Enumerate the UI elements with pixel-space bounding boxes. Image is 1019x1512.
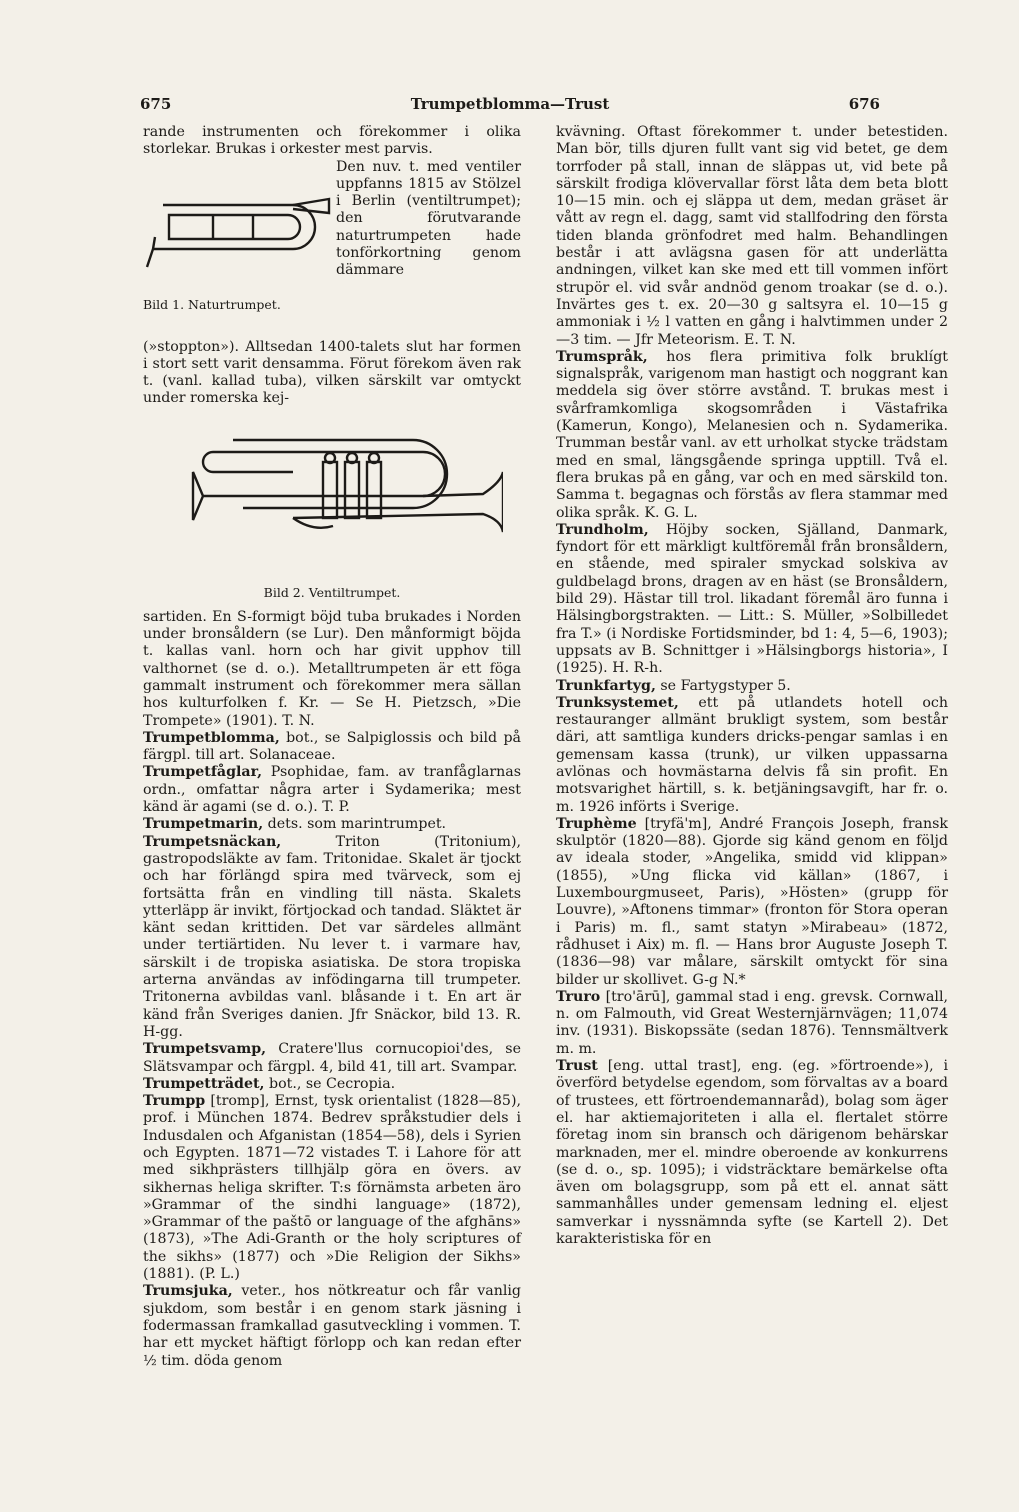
figure-2 (143, 414, 521, 609)
natural-trumpet-illustration (143, 185, 333, 280)
entry-trumpetmarin (143, 816, 521, 833)
entry-truro (556, 989, 948, 1058)
headword: Trumpp (143, 1093, 206, 1110)
right-page-number: 676 (848, 95, 880, 113)
left-column (143, 124, 521, 1370)
headword: Trunksystemet, (556, 694, 679, 711)
headword: Trumsjuka, (143, 1283, 233, 1300)
headword: Trumpetblomma, (143, 729, 280, 746)
entry-body: bot., se Cecropia. (269, 1075, 396, 1092)
entry-trumpetfaglar (143, 764, 521, 816)
entry-body: [tro'ārū], gammal stad i eng. grevsk. Cornwall, n. om Falmouth, vid Great Westernjärnvägen; 11,074 inv. (1931). Biskopssäte (sedan 1876). Tennsmältverk m. m. (556, 988, 948, 1057)
entry-text: (»stoppton»). Alltsedan 1400-talets slut har formen i stort sett varit densamma. Förut förekom även rak t. (vanl. kallad tuba), vilken särskilt var omtyckt under romerska kej- (143, 338, 521, 407)
entry-trumpetblomma (143, 730, 521, 765)
figure-1-caption: Bild 1. Naturtrumpet. (143, 296, 281, 312)
entry-trunksystemet (556, 695, 948, 816)
entry-trunkfartyg (556, 678, 948, 695)
entry-body: bot., se Salpiglossis och bild på färgpl. till art. Solanaceae. (143, 729, 521, 764)
entry-body: dets. som marintrumpet. (267, 816, 447, 833)
entry-body: ett på utlandets hotell och restauranger allmänt brukligt system, som består däri, att samtliga kunders dricks-pengar samlas i en gemensam kassa (trunk), ur vilken uppassarna avlönas och hovmästarna delvis få sin profit. En motsvarighet härtill, s. k. betjäningsavgift, har fr. o. m. 1926 införts i Sverige. (556, 694, 948, 815)
entry-trundholm (556, 522, 948, 678)
right-column (556, 124, 948, 1248)
running-title: Trumpetblomma—Trust (410, 95, 610, 113)
headword: Trumpetmarin, (143, 816, 264, 833)
left-page-number: 675 (140, 95, 172, 113)
entry-body: [tromp], Ernst, tysk orientalist (1828—85), prof. i München 1874. Bedrev språkstudier dels i Indusdalen och Afganistan (1854—58), dels i Syrien och Egypten. 1871—72 vistades T. i Lahore för att med sikhprästers tillhjälp göra en övers. av sikhernas heliga skrifter. T:s förnämsta arbeten äro »Grammar of the sindhi language» (1872), »Grammar of the paštō or language of the afghāns» (1873), »The Adi-Granth or the holy scriptures of the sikhs» (1877) och »Die Religion der Sikhs» (1881). (P. L.) (143, 1093, 521, 1283)
entry-trupheme (556, 816, 948, 989)
entry-body: hos flera primitiva folk bruklígt signalspråk, varigenom man hastigt och noggrant kan meddela sig över större avstånd. T. brukas mest i svårframkomliga skogsområden i Västafrika (Kamerun, Kongo), Melanesien och n. Sydamerika. Trumman består vanl. av ett urholkat stycke trädstam med en smal, längsgående springa upptill. Två el. flera brukas på en gång, var och en med särskild ton. Samma t. begagnas och förstås av flera stammar med olika språk. K. G. L. (556, 348, 948, 521)
entry-body: Psophidae, fam. av tranfåglarnas ordn., omfattar några arter i Sydamerika; mest känd är agami (se d. o.). T. P. (143, 764, 521, 816)
entry-trumpettradet (143, 1076, 521, 1093)
figure-1 (143, 159, 521, 339)
entry-body: Höjby socken, Själland, Danmark, fyndort för ett märkligt kultföremål från bronsåldern, en stående, med spiraler smyckad solskiva av guldbelagd brons, dragen av en häst (se Bronsåldern, bild 29). Hästar till trol. likadant föremål äro funna i Hälsingborgstrakten. — Litt.: S. Müller, »Solbilledet fra T.» (i Nordiske Fortidsminder, bd 1: 4, 5—6, 1903); uppsats av B. Schnittger i »Hälsingborgs historia», I (1925). H. R-h. (556, 521, 948, 677)
entry-continuation: rande instrumenten och förekommer i olika storlekar. Brukas i orkester mest parvis. (143, 124, 521, 158)
valve-trumpet-illustration (183, 422, 503, 562)
entry-body: [tryfä'm], André François Joseph, fransk skulptör (1820—88). Gjorde sig känd genom en följd av ideala stoder, »Angelika, smidd vid klippan» (1855), »Ung flicka vid källan» (1867, i Luxembourgmuseet, Paris), »Hösten» (grupp för Louvre), »Aftonens timmar» (fronton för Stora operan i Paris) m. fl., samt statyn »Mirabeau» (1872, rådhuset i Aix) m. fl. — Hans bror Auguste Joseph T. (1836—98) var målare, särskilt omtyckt för sina bilder ur skollivet. G-g N.* (556, 815, 948, 988)
headword: Trunkfartyg, (556, 677, 656, 694)
headword: Truphème (556, 815, 637, 832)
entry-trust (556, 1058, 948, 1248)
entry-trumsprak (556, 349, 948, 522)
figure-1-wrap-text: Den nuv. t. med ventiler uppfanns 1815 av Stölzel i Berlin (ventiltrumpet); den förutvarande naturtrumpeten hade tonförkortning genom dämmare (336, 158, 521, 279)
entry-body: Triton (Tritonium), gastropodsläkte av fam. Tritonidae. Skalet är tjockt och har förlängd spira med tvärveck, som ej fortsätta från en vindling till nästa. Skalets ytterläpp är invikt, förtjockad och tandad. Släktet är känt sedan krittiden. Det var särdeles allmänt under tertiärtiden. Nu lever t. i varmare hav, särskilt i de tropiska asiatiska. De stora tropiska arterna användas av infödingarna till trumpeter. Tritonerna avbildas vanl. blåsande i t. En art är känd från Sveriges danien. Jfr Snäckor, bild 13. R. H-gg. (143, 833, 521, 1040)
figure-2-caption: Bild 2. Ventiltrumpet. (263, 584, 401, 600)
entry-continuation: kvävning. Oftast förekommer t. under betestiden. Man bör, tills djuren fullt vant sig vid betet, ge dem torrfoder på stall, innan de släppas ut, vid bete på särskilt frodiga klövervallar först låta dem beta blott 10—15 min. och ej släppa ut dem, medan gräset är vått av regn el. dagg, samt vid stallfodring den första tiden blanda grönfodret med halm. Behandlingen består i att avlägsna gasen för att underlätta andningen, vilket kan ske med ett till vommen infört strupör el. vid svår andnöd genom troakar (se d. o.). Invärtes ges t. ex. 20—30 g saltsyra el. 10—15 g ammoniak i ½ l vatten en gång i halvtimmen under 2—3 tim. — Jfr Meteorism. E. T. N. (556, 124, 948, 348)
entry-trumpp (143, 1093, 521, 1283)
entry-text: sartiden. En S-formigt böjd tuba brukades i Norden under bronsåldern (se Lur). Den månformigt böjda t. kallas vanl. horn och har givit upphov till valthornet (se d. o.). Metalltrumpeten är ett föga gammalt instrument och förekommer mera sällan hos kulturfolken f. Kr. — Se H. Pietzsch, »Die Trompete» (1901). T. N. (143, 608, 521, 729)
entry-body: [eng. uttal trast], eng. (eg. »förtroende»), i överförd betydelse egendom, som förvaltas av a board of trustees, ett förtroendemannaråd), bolag som äger el. har aktiemajoriteten i alla el. flertalet större företag inom sin bransch och därigenom behärskar marknaden, mer el. mindre oberoende av konkurrens (se d. o., sp. 1095); i vidsträcktare bemärkelse ofta även om bolagsgrupp, som på ett el. annat sätt sammanhålles under gemensam ledning el. eljest samverkar i nyssnämnda syfte (se Kartell 2). Det karakteristiska för en (556, 1058, 948, 1247)
headword: Trundholm, (556, 521, 649, 538)
entry-trumpetsvamp (143, 1041, 521, 1076)
headword: Trumpetsvamp, (143, 1041, 267, 1058)
entry-body: veter., hos nötkreatur och får vanlig sjukdom, som består i en genom stark jäsning i fodermassan framkallad gasutveckling i vommen. T. har ett mycket häftigt förlopp och kan redan efter ½ tim. döda genom (143, 1283, 521, 1369)
headword: Trust (556, 1058, 598, 1075)
entry-trumpetsnackan (143, 834, 521, 1042)
headword: Trumpetsnäckan, (143, 833, 282, 850)
headword: Trumpetträdet, (143, 1075, 265, 1092)
entry-body: se Fartygstyper 5. (660, 677, 791, 694)
headword: Trumspråk, (556, 348, 648, 365)
headword: Truro (556, 988, 601, 1005)
headword: Trumpetfåglar, (143, 764, 263, 781)
entry-body: Cratere'llus cornucopioi'des, se Slätsvampar och färgpl. 4, bild 41, till art. Svampar. (143, 1041, 521, 1075)
entry-trumsjuka (143, 1283, 521, 1369)
page-header (140, 95, 880, 117)
